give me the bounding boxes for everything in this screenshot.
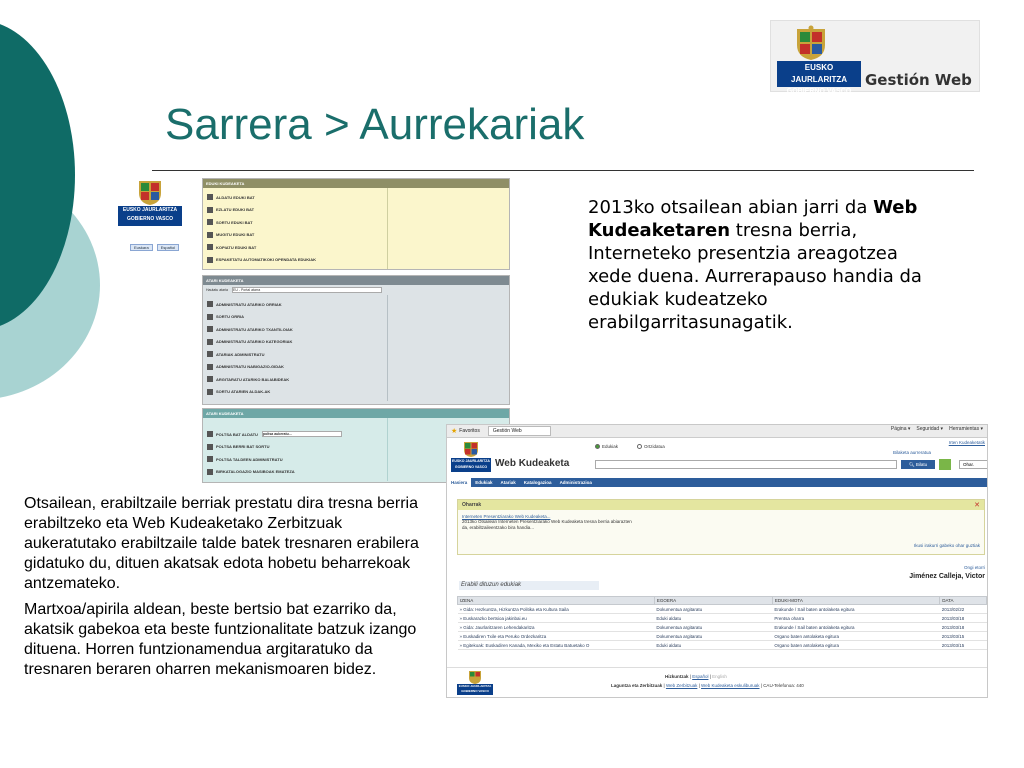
arrow-icon <box>207 257 213 263</box>
page-menu[interactable]: Página ▾ <box>890 426 911 432</box>
panel-item[interactable] <box>207 453 383 466</box>
coat-of-arms-icon <box>462 440 480 458</box>
nav-hasiera[interactable]: Hasiera <box>447 478 471 487</box>
panel-item[interactable] <box>207 204 383 217</box>
old-logo-banner <box>118 206 182 226</box>
logo-line-2: GOBIERNO VASCO <box>786 88 852 95</box>
portal-management-panel <box>202 275 510 405</box>
panel-header: EDUKI KUDEAKETA <box>203 179 509 188</box>
cell-status: Eduki aldatu <box>654 614 772 623</box>
arrow-icon <box>207 301 213 307</box>
cell-name[interactable]: » Egitekoak: Euskadiren Kanada, Mexiko eta Estatu Batuetako O <box>458 641 655 650</box>
footer-help-link[interactable]: Web Zerbitzuak <box>665 683 698 688</box>
gestion-web-logo <box>770 20 980 95</box>
panel-item-label: BIRKATALOGAZIO MASIBOAK EMATEZA <box>216 469 295 475</box>
cell-type: Organo baten antolaketa egitura <box>772 632 939 641</box>
notice-more-link[interactable]: Ikusi irakurri gabeko ohar guztiak <box>913 543 980 548</box>
panel-item[interactable] <box>207 386 383 399</box>
notice-text: 2013ko Otsailean Interneten Presentziarako Web Kudeaketa tresna berria abiarazten da, erabiltzaileentzako bira handia... <box>462 519 632 530</box>
arrow-icon <box>207 431 213 437</box>
panel-item-label: SORTU ORRIA <box>216 314 244 320</box>
cell-name[interactable]: » Euskadiren Txile eta Peruko Ordezkaritza <box>458 632 655 641</box>
recent-content-title: Erabili dituzun edukiak <box>459 581 599 590</box>
footer-help: Laguntza eta Zerbitzuak | Web Zerbitzuak | Web Kudeaketa eskuliburuak | CAU-Telefonoa: 440 <box>611 683 804 688</box>
arrow-icon <box>207 219 213 225</box>
security-menu[interactable]: Seguridad ▾ <box>916 426 944 432</box>
bag-select[interactable]: poltsa aukeratu... <box>262 431 342 437</box>
app-footer <box>447 667 988 697</box>
portal-select[interactable]: EU - Portal atarra <box>232 287 382 293</box>
panel-item-label: POLTSA TALDEEN ADMINISTRATU <box>216 456 283 462</box>
nav-edukiak[interactable]: Edukiak <box>475 480 493 485</box>
nav-administrazioa[interactable]: Administrazioa <box>559 480 592 485</box>
old-logo-line-2: GOBIERNO VASCO <box>126 216 174 222</box>
panel-item[interactable] <box>207 298 383 311</box>
cell-status: Dokumentua argitaratu <box>654 605 772 614</box>
panel-item[interactable] <box>207 254 383 267</box>
panel-item[interactable] <box>207 373 383 386</box>
arrow-icon <box>207 244 213 250</box>
footer-manual-link[interactable]: Web Kudeaketa eskuliburuak <box>701 683 760 688</box>
panel-item-label: ADMINISTRATU NABIGAZIO-GIDAK <box>216 364 284 370</box>
panel-item-label: ESPAKETATU AUTOMATIKOKI OPENDATA EDUKIAK <box>216 257 317 263</box>
footer-logo-line-2: GOBIERNO VASCO <box>461 689 489 693</box>
browser-toolbar <box>447 425 987 438</box>
coat-of-arms-icon <box>136 178 164 206</box>
cell-type: Erakunde / Sail baten antolaketa egitura <box>772 623 939 632</box>
arrow-icon <box>207 194 213 200</box>
logo-product-name: Gestión Web <box>865 71 972 89</box>
old-logo-line-1: EUSKO JAURLARITZA <box>122 207 178 213</box>
welcome-link[interactable]: Ongi etorri <box>963 565 985 570</box>
cell-status: Eduki aldatu <box>654 641 772 650</box>
radio-on-icon <box>595 444 600 449</box>
app-title: Web Kudeaketa <box>495 458 570 469</box>
green-action-icon[interactable] <box>939 459 951 470</box>
panel-item-label: ADMINISTRATU ATARIKO ORRIAK <box>216 301 282 307</box>
panel-item-list <box>203 418 387 481</box>
cell-name[interactable]: » Gida: Jaurlaritzaren Lehendakaritza <box>458 623 655 632</box>
favorites-label: Favoritos <box>459 428 480 434</box>
col-date[interactable]: DATA <box>940 597 987 605</box>
col-type[interactable]: EDUKI-MOTA <box>772 597 939 605</box>
footer-lang-other[interactable]: English <box>712 674 727 679</box>
footer-lang-es[interactable]: Español <box>692 674 709 679</box>
arrow-icon <box>207 444 213 450</box>
arrow-icon <box>207 456 213 462</box>
radio-label: Ortzidatua <box>644 444 665 449</box>
cell-type: Prentsa oharra <box>772 614 939 623</box>
cell-name[interactable]: » Euskarazko bertsioa jakinbai.eu <box>458 614 655 623</box>
content-management-panel <box>202 178 510 270</box>
notice-link[interactable]: Interneten Presentziarako Web Kudeaketa... <box>462 514 551 519</box>
app-logo-line-2: GOBIERNO VASCO <box>454 465 488 469</box>
cell-name[interactable]: » Gida: Hezkuntza, Hizkuntza Politika eta Kultura Saila <box>458 605 655 614</box>
panel-item-list <box>203 188 387 269</box>
body-text <box>24 494 434 686</box>
browser-window <box>446 424 988 698</box>
panel-item-label: KOPIATU EDUKI BAT <box>216 244 257 250</box>
arrow-icon <box>207 314 213 320</box>
arrow-icon <box>207 364 213 370</box>
panel-item-label: EZLATU EDUKI BAT <box>216 207 255 213</box>
app-logo <box>451 440 491 474</box>
panel-item-label: ALDATU EDUKI BAT <box>216 194 255 200</box>
table-row[interactable] <box>458 605 987 614</box>
cell-date: 2013/02/22 <box>940 605 987 614</box>
favorites-button[interactable] <box>451 427 480 435</box>
paragraph-1: Otsailean, erabiltzaile berriak prestatu dira tresna berria erabiltzeko eta Web Kudeaketako Zerbitzuak aukeratutako erabiltzaile talde batek tresnaren erabilera gidatuko du, dituen akatsak edota hobetu beharrekoak antzemateko. <box>24 495 419 592</box>
arrow-icon <box>207 389 213 395</box>
table-row[interactable] <box>458 623 987 632</box>
cell-date: 2013/03/18 <box>940 623 987 632</box>
panel-item[interactable] <box>207 216 383 229</box>
main-nav <box>447 478 987 487</box>
panel-item-label: MUGITU EDUKI BAT <box>216 232 255 238</box>
panel-item-label: ATARIAK ADMINISTRATU <box>216 351 265 357</box>
panel-item-label: ADMINISTRATU ATARIKO KATEGORIAK <box>216 339 293 345</box>
panel-item[interactable] <box>207 336 383 349</box>
footer-lang-label: Hizkuntzak <box>665 674 689 679</box>
paragraph-2: Martxoa/apirila aldean, beste bertsio bat ezarriko da, akatsik gabekoa eta beste funtzionalitate batzuk izango dituena. Horren funtzionamendua argitaratuko da tresnaren beraren oharren mekanismoaren bidez. <box>24 601 417 678</box>
portal-filter-label: Hautatu ataria <box>206 288 228 292</box>
panel-header: ATARI KUDEAKETA <box>203 409 509 418</box>
table-row[interactable] <box>458 641 987 650</box>
search-button-label: Bilatu <box>915 462 928 467</box>
panel-item-label: SORTU ATARIEN ALDAK-AK <box>216 389 271 395</box>
portal-filter <box>203 285 509 295</box>
cell-date: 2013/03/15 <box>940 641 987 650</box>
app-logo-line-1: EUSKO JAURLARITZA <box>452 459 490 463</box>
exit-link[interactable]: Irten Kudeaketatik <box>948 440 985 445</box>
panel-item[interactable] <box>207 441 383 454</box>
panel-item[interactable] <box>207 361 383 374</box>
panel-side-area <box>387 295 509 401</box>
cell-status: Dokumentua argitaratu <box>654 623 772 632</box>
browser-tools <box>891 426 983 432</box>
old-link-espanol[interactable]: Español <box>157 244 179 251</box>
panel-side-area <box>387 188 509 269</box>
search-input[interactable] <box>595 460 897 469</box>
user-name: Jiménez Calleja, Victor <box>909 573 985 580</box>
table-row[interactable] <box>458 614 987 623</box>
panel-item-label: POLTSA BAT ALDATU <box>216 431 258 437</box>
cell-date: 2013/03/18 <box>940 614 987 623</box>
footer-phone: CAU-Telefonoa: 440 <box>763 683 804 688</box>
arrow-icon <box>207 469 213 475</box>
logo-line-1: EUSKO JAURLARITZA <box>791 63 847 84</box>
coat-of-arms-icon <box>467 670 483 684</box>
panel-item-list <box>203 295 387 401</box>
recent-content-table <box>457 596 987 650</box>
cell-type: Erakunde / Sail baten antolaketa egitura <box>772 605 939 614</box>
intro-text-post: tresna berria, Interneteko presentzia areagotzea xede duena. Aurrerapauso handia da edukiak kudeatzeko erabilgarritasunagatik. <box>588 220 922 333</box>
old-tool-logo <box>118 178 182 228</box>
search-icon: 🔍︎ <box>908 462 915 467</box>
panel-item[interactable] <box>207 348 383 361</box>
nav-katalogazioa[interactable]: Katalogazioa <box>523 480 552 485</box>
arrow-icon <box>207 376 213 382</box>
logo-banner <box>777 61 861 95</box>
app-logo-banner <box>451 458 491 472</box>
panel-item-label: ADMINISTRATU ATARIKO TXANTILOIAK <box>216 326 293 332</box>
panel-item[interactable] <box>207 323 383 336</box>
help-button[interactable]: Ohar. <box>959 460 988 469</box>
panel-item-label: SORTU EDUKI BAT <box>216 219 253 225</box>
footer-help-label: Laguntza eta Zerbitzuak <box>611 683 663 688</box>
footer-logo <box>457 670 493 696</box>
arrow-icon <box>207 351 213 357</box>
old-language-links <box>130 244 179 251</box>
panel-header: ATARI KUDEAKETA <box>203 276 509 285</box>
arrow-icon <box>207 326 213 332</box>
nav-atariak[interactable]: Atariak <box>500 480 516 485</box>
browser-tab[interactable]: Gestión Web <box>488 426 551 436</box>
notice-title: Oharrak <box>458 500 984 510</box>
panel-item[interactable] <box>207 466 383 479</box>
table-row[interactable] <box>458 632 987 641</box>
app-header <box>447 438 987 478</box>
arrow-icon <box>207 339 213 345</box>
col-name[interactable]: IZENA <box>458 597 655 605</box>
coat-of-arms-icon <box>791 25 831 61</box>
old-link-euskara[interactable]: Euskara <box>130 244 153 251</box>
notice-box <box>457 499 985 555</box>
footer-logo-line-1: EUSKO JAURLARITZA <box>458 684 492 688</box>
intro-text-bold: Web Kudeaketaren <box>588 197 918 241</box>
search-button[interactable] <box>901 460 935 469</box>
cell-status: Dokumentua argitaratu <box>654 632 772 641</box>
radio-label: Edukiak <box>602 444 619 449</box>
col-status[interactable]: EGOERA <box>654 597 772 605</box>
table-header-row <box>458 597 987 605</box>
panel-item-label: ARGITARATU ATARIKO BALIABIDEAK <box>216 376 290 382</box>
intro-paragraph <box>588 196 938 334</box>
close-icon[interactable]: ✕ <box>974 502 980 509</box>
arrow-icon <box>207 232 213 238</box>
radio-ortzidatua[interactable] <box>637 444 665 449</box>
footer-languages: Hizkuntzak | Español | English <box>665 674 727 679</box>
cell-type: Organo baten antolaketa egitura <box>772 641 939 650</box>
arrow-icon <box>207 207 213 213</box>
panel-item[interactable] <box>207 241 383 254</box>
slide-title: Sarrera > Aurrekariak <box>165 100 585 149</box>
radio-edukiak[interactable] <box>595 444 618 449</box>
intro-text-pre: 2013ko otsailean abian jarri da <box>588 197 868 218</box>
panel-item-label: POLTSA BERRI BAT SORTU <box>216 444 270 450</box>
panel-item[interactable] <box>207 428 383 441</box>
tools-menu[interactable]: Herramientas ▾ <box>949 426 983 432</box>
panel-item[interactable] <box>207 191 383 204</box>
star-icon: ★ <box>451 428 458 435</box>
radio-off-icon <box>637 444 642 449</box>
title-divider <box>152 170 974 171</box>
advanced-search-link[interactable]: Bilaketa aurreratua <box>892 450 931 455</box>
panel-item[interactable] <box>207 229 383 242</box>
cell-date: 2013/03/15 <box>940 632 987 641</box>
panel-item[interactable] <box>207 311 383 324</box>
footer-logo-banner <box>457 684 493 695</box>
